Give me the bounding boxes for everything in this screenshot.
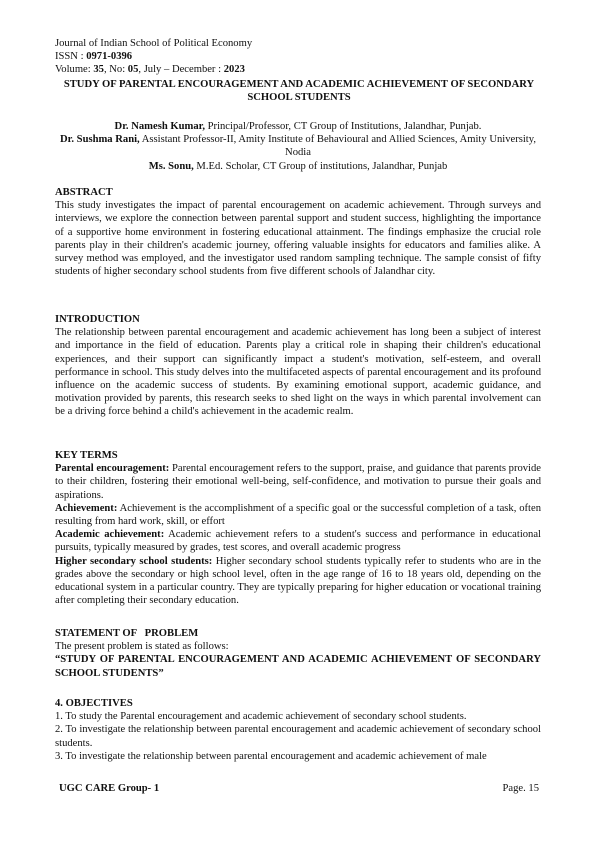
abstract-text: This study investigates the impact of parental encouragement on academic achievement. Through surveys and interviews, we explore the connection between parental support and student success, highlighting the importance of a supportive home environment in fostering educational attainment. The findings emphasize the crucial role parents play in their children's academic journey, offering valuable insights for educators and families alike. A survey method was employed, and the investigator used random sampling technique. The sample consist of fifty students of higher secondary school students from five different schools of Jalandhar city. bbox=[55, 200, 541, 278]
author-3: Ms. Sonu, M.Ed. Scholar, CT Group of institutions, Jalandhar, Punjab bbox=[148, 160, 448, 172]
author-1: Dr. Namesh Kumar, Principal/Professor, CT Group of Institutions, Jalandhar, Punjab. bbox=[114, 121, 482, 132]
objective-item: 1. To study the Parental encouragement and academic achievement of secondary school students. bbox=[55, 711, 467, 723]
key-term-item: Academic achievement: Academic achievement refers to a student's success and performance in educational pursuits, typically measured by grades, test scores, and overall academic progress bbox=[55, 529, 541, 554]
key-term-item: Higher secondary school students: Higher secondary school students typically refer to students who are in the grades above the secondary or high school level, often in the age range of 16 to 18 years old, depending on the educational system in a particular country. They are typically preparing for higher education or vocational training after completing their secondary education. bbox=[55, 555, 541, 607]
volume-number: 35 bbox=[93, 64, 104, 76]
key-term-item: Achievement: Achievement is the accomplishment of a specific goal or the successful completion of a task, often resulting from hard work, skill, or effort bbox=[55, 502, 541, 528]
issue-number: 05 bbox=[127, 64, 139, 76]
key-term-item: Parental encouragement: Parental encouragement refers to the support, praise, and guidance that parents provide to their children, fostering their emotional well-being, self-confidence, and motivation to pursue their goals and aspirations. bbox=[55, 463, 542, 501]
statement-intro: The present problem is stated as follows: bbox=[55, 641, 229, 653]
paper-title: STUDY OF PARENTAL ENCOURAGEMENT AND ACADEMIC ACHIEVEMENT OF SECONDARY SCHOOL STUDENTS bbox=[63, 79, 535, 104]
problem-statement: “STUDY OF PARENTAL ENCOURAGEMENT AND ACADEMIC ACHIEVEMENT OF SECONDARY SCHOOL STUDENTS” bbox=[55, 654, 541, 679]
year: 2023 bbox=[223, 64, 245, 76]
introduction-heading: INTRODUCTION bbox=[55, 314, 140, 325]
introduction-text: The relationship between parental encouragement and academic achievement has long been a subject of interest and importance in the field of education. Parents play a critical role in shaping their children's educational experiences, and their support can significantly impact a student's motivation, self-esteem, and overall performance in school. This study delves into the multifaceted aspects of parental encouragement and its profound influence on the academic success of students. By examining emotional support, academic guidance, and motivation provided by parents, this research seeks to shed light on the ways in which parental involvement can be a driving force behind a child's achievement in the academic realm. bbox=[55, 327, 541, 418]
authors bbox=[55, 120, 541, 173]
abstract-heading: ABSTRACT bbox=[55, 187, 113, 198]
statement-section bbox=[55, 627, 541, 680]
volume-line: Volume: 35, No: 05, July – December : 2023 bbox=[55, 64, 245, 76]
key-terms-heading: KEY TERMS bbox=[55, 450, 118, 461]
issn-line: ISSN : 0971-0396 bbox=[55, 51, 133, 63]
issn-number: 0971-0396 bbox=[86, 51, 133, 63]
objective-item: 2. To investigate the relationship between parental encouragement and academic achievement of secondary school students. bbox=[55, 724, 541, 749]
author-2: Dr. Sushma Rani, Assistant Professor-II, Amity Institute of Behavioural and Allied Sciences, Amity University, Nodia bbox=[60, 134, 536, 159]
journal-name: Journal of Indian School of Political Economy bbox=[55, 38, 253, 49]
abstract-section bbox=[55, 186, 541, 278]
objective-item: 3. To investigate the relationship between parental encouragement and academic achievement of male bbox=[55, 750, 487, 762]
footer-group-label: UGC CARE Group- 1 bbox=[59, 783, 160, 794]
journal-header bbox=[55, 37, 541, 77]
page-number: Page. 15 bbox=[502, 783, 539, 794]
objectives-section bbox=[55, 697, 541, 763]
introduction-section bbox=[55, 313, 541, 419]
key-terms-section bbox=[55, 449, 541, 607]
statement-heading: STATEMENT OF PROBLEM bbox=[55, 628, 199, 639]
objectives-heading: 4. OBJECTIVES bbox=[55, 698, 133, 709]
